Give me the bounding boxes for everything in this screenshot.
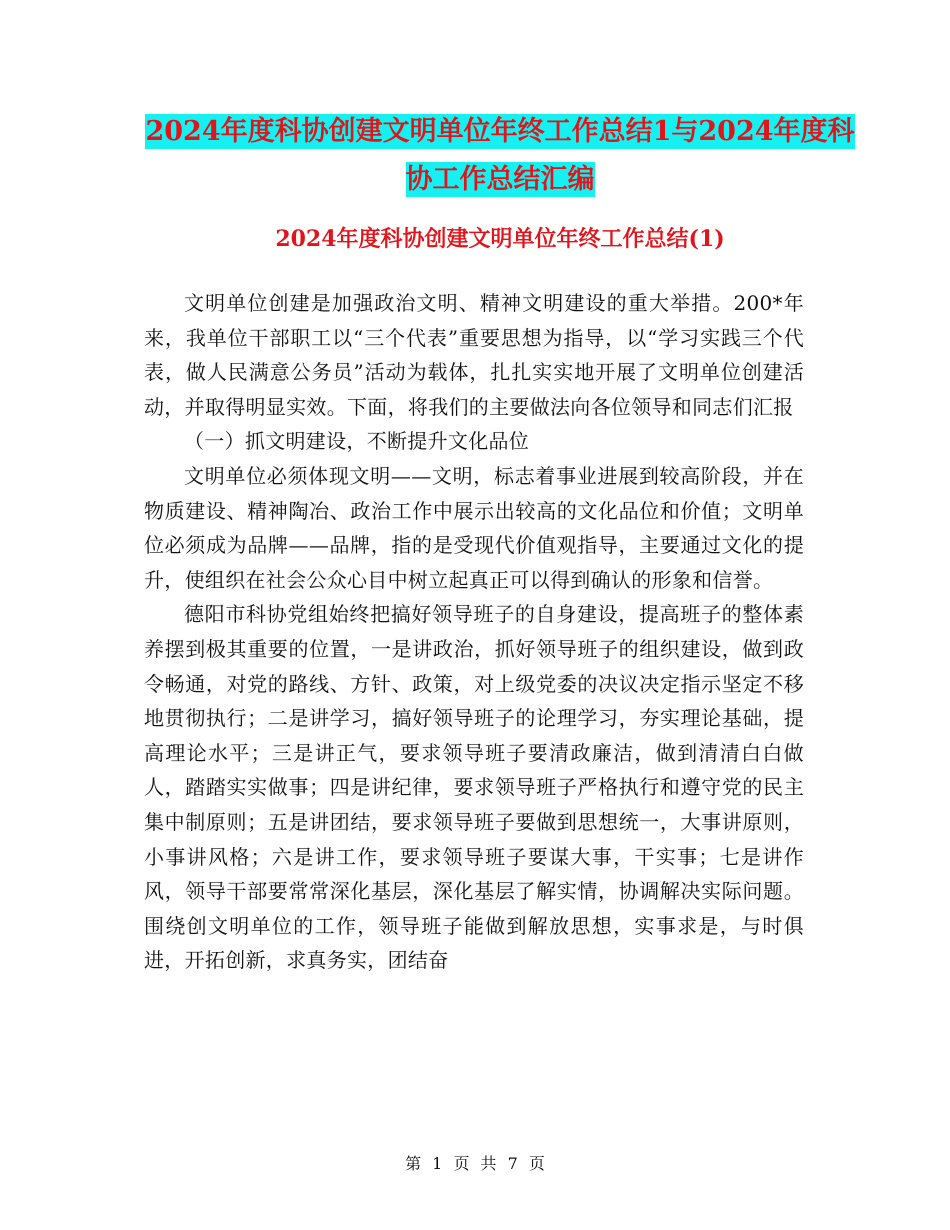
document-body — [144, 286, 804, 978]
paragraph-leadership: 德阳市科协党组始终把搞好领导班子的自身建设，提高班子的整体素养摆到极其重要的位置，一是讲政治，抓好领导班子的组织建设，做到政令畅通，对党的路线、方针、政策，对上级党委的决议决定指示坚定不移地贯彻执行；二是讲学习，搞好领导班子的论理学习，夯实理论基础，提高理论水平；三是讲正气，要求领导班子要清政廉洁，做到清清白白做人，踏踏实实做事；四是讲纪律，要求领导班子严格执行和遵守党的民主集中制原则；五是讲团结，要求领导班子要做到思想统一，大事讲原则，小事讲风格；六是讲工作，要求领导班子要谋大事，干实事；七是讲作风，领导干部要常常深化基层，深化基层了解实情，协调解决实际问题。围绕创文明单位的工作，领导班子能做到解放思想，实事求是，与时俱进，开拓创新，求真务实，团结奋 — [144, 602, 804, 973]
main-title-highlight: 2024年度科协创建文明单位年终工作总结1与2024年度科协工作总结汇编 — [145, 116, 855, 195]
paragraph-heading-1: （一）抓文明建设，不断提升文化品位 — [184, 429, 530, 454]
document-main-title — [140, 108, 860, 204]
section-title: 2024年度科协创建文明单位年终工作总结(1) — [275, 226, 725, 252]
page-footer: 第 1 页 共 7 页 — [405, 1154, 545, 1173]
paragraph-civilization: 文明单位必须体现文明——文明，标志着事业进展到较高阶段，并在物质建设、精神陶冶、政治工作中展示出较高的文化品位和价值；文明单位必须成为品牌——品牌，指的是受现代价值观指导，主要通过文化的提升，使组织在社会公众心目中树立起真正可以得到确认的形象和信誉。 — [144, 463, 804, 592]
paragraph-intro: 文明单位创建是加强政治文明、精神文明建设的重大举措。200*年来，我单位干部职工以“三个代表”重要思想为指导，以“学习实践三个代表，做人民满意公务员”活动为载体，扎扎实实地开展了文明单位创建活动，并取得明显实效。下面，将我们的主要做法向各位领导和同志们汇报 — [144, 291, 804, 419]
